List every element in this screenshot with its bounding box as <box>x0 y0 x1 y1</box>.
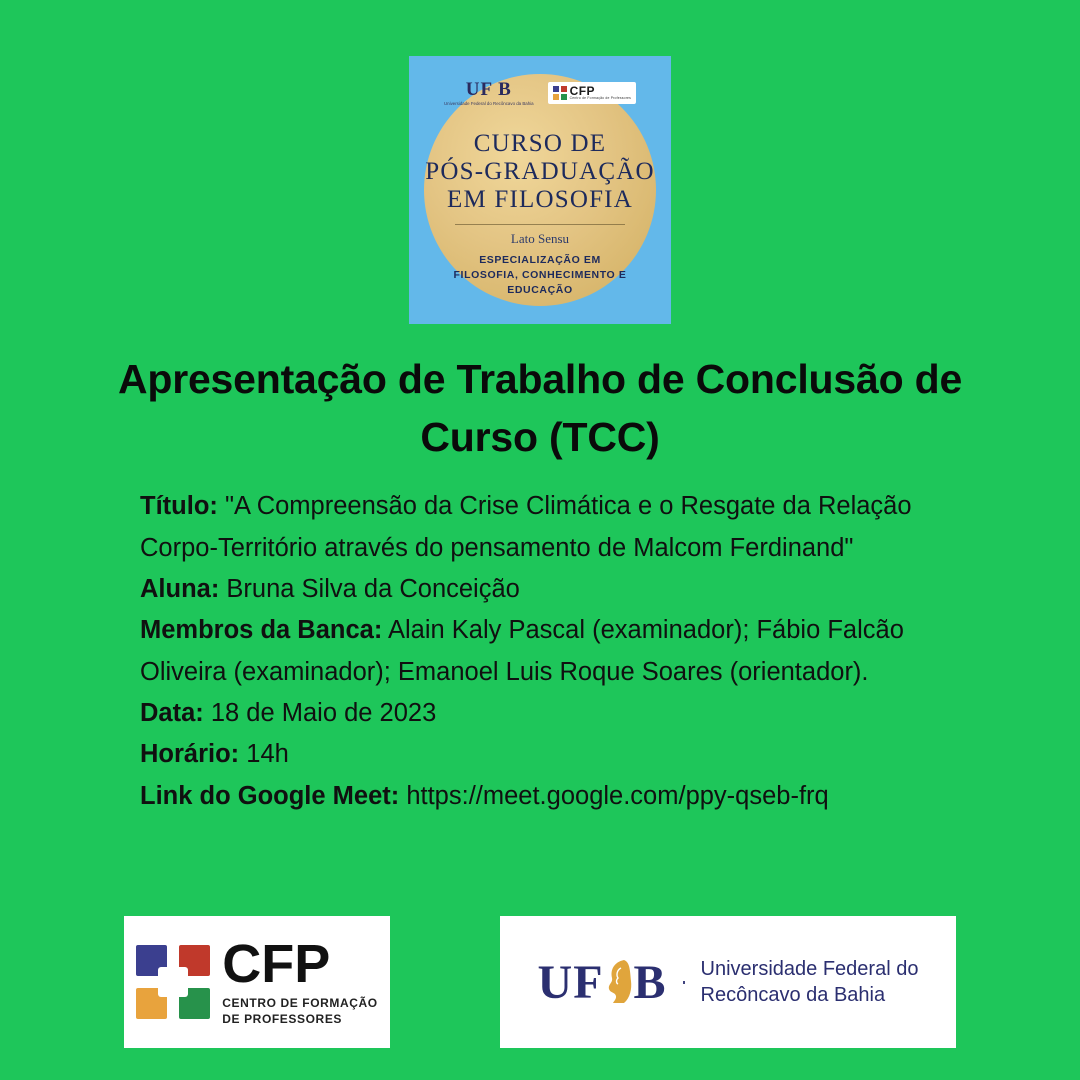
badge-title-line-3: EM FILOSOFIA <box>447 186 633 213</box>
detail-horario-label: Horário: <box>140 740 240 769</box>
detail-titulo-label: Título: <box>140 492 218 521</box>
ufrb-logo-card <box>500 916 956 1048</box>
ufrb-mark-left: UF <box>537 955 604 1009</box>
detail-titulo <box>140 486 940 569</box>
badge-lato-sensu: Lato Sensu <box>510 231 570 246</box>
cfp-squares-icon-large <box>136 945 210 1019</box>
ufrb-name-line-1: Universidade Federal do <box>700 957 919 980</box>
badge-specialization <box>454 253 627 299</box>
page-title: Apresentação de Trabalho de Conclusão de Curso (TCC) <box>117 356 963 461</box>
ufrb-mark-small: UF B <box>465 78 512 100</box>
cfp-subtitle-small: Centro de Formação de Professores <box>569 96 632 101</box>
ufrb-name-line-2: Recôncavo da Bahia <box>700 984 886 1006</box>
badge-spec-line-2: FILOSOFIA, CONHECIMENTO E <box>453 269 627 282</box>
detail-banca <box>140 610 940 693</box>
badge-title <box>425 130 655 214</box>
badge-title-line-1: CURSO DE <box>473 130 607 157</box>
detail-banca-label: Membros da Banca: <box>140 616 383 645</box>
detail-banca-value: Alain Kaly Pascal (examinador); Fábio Falcão Oliveira (examinador); Emanoel Luis Roque Soares (orientador). <box>140 616 904 686</box>
course-badge-image <box>409 56 671 324</box>
badge-spec-line-3: EDUCAÇÃO <box>507 284 573 297</box>
cfp-mark-small: CFP <box>569 84 596 99</box>
ufrb-face-icon <box>604 958 634 1004</box>
detail-aluna-label: Aluna: <box>140 575 220 604</box>
detail-horario <box>140 734 940 775</box>
cfp-logo-small <box>548 82 636 103</box>
detail-titulo-value: "A Compreensão da Crise Climática e o Resgate da Relação Corpo-Território através do pensamento de Malcom Ferdinand" <box>140 492 912 562</box>
ufrb-mark-right: B <box>633 955 667 1009</box>
cfp-logo-card <box>124 916 390 1048</box>
cfp-sub-line-1: CENTRO DE FORMAÇÃO <box>222 995 378 1010</box>
detail-link-label: Link do Google Meet: <box>140 781 400 810</box>
cfp-sub-line-2: DE PROFESSORES <box>222 1011 343 1026</box>
event-details <box>140 486 940 816</box>
badge-spec-line-1: ESPECIALIZAÇÃO EM <box>479 254 601 266</box>
detail-aluna-value: Bruna Silva da Conceição <box>219 575 520 604</box>
ufrb-mark-large <box>538 955 667 1010</box>
detail-horario-value: 14h <box>239 740 289 769</box>
badge-logo-row <box>444 72 636 114</box>
detail-data-value: 18 de Maio de 2023 <box>203 698 437 727</box>
detail-data-label: Data: <box>140 698 204 727</box>
ufrb-subtitle-small: Universidade Federal do Recôncavo da Bahia <box>443 100 534 106</box>
ufrb-logo-small <box>444 80 534 107</box>
meet-link-url[interactable]: https://meet.google.com/ppy-qseb-frq <box>399 781 829 810</box>
footer-logo-row <box>0 916 1080 1048</box>
detail-data <box>140 693 940 734</box>
badge-divider <box>455 224 625 225</box>
detail-meet-link <box>140 776 940 817</box>
cfp-squares-icon <box>553 86 567 100</box>
badge-title-line-2: PÓS-GRADUAÇÃO <box>425 158 655 185</box>
detail-aluna <box>140 569 940 610</box>
ufrb-logo-divider <box>683 981 685 984</box>
cfp-mark-large: CFP <box>222 933 331 994</box>
